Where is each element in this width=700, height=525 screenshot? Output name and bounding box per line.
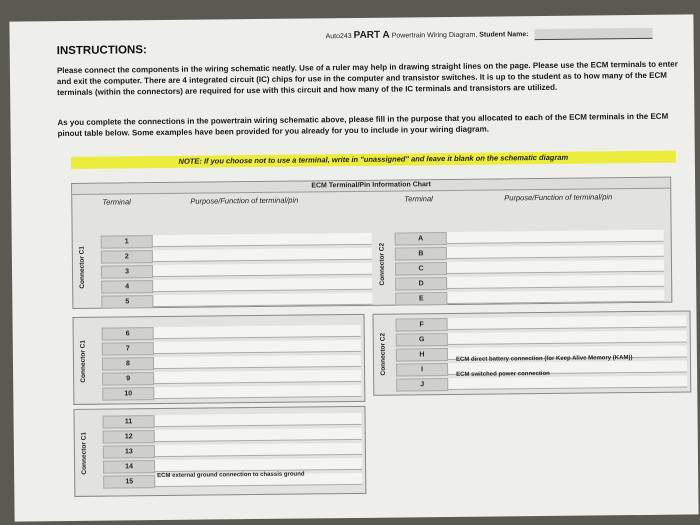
terminal-cell: 2 (101, 250, 153, 264)
terminal-cell: 15 (103, 475, 155, 489)
purpose-terminal-j: ECM switched power connection (456, 370, 550, 378)
purpose-field[interactable] (152, 263, 372, 277)
purpose-field[interactable] (447, 376, 687, 391)
terminal-cell: 7 (102, 342, 154, 356)
purpose-field[interactable] (153, 325, 361, 339)
ecm-pin-chart (71, 177, 672, 309)
purpose-field[interactable] (153, 385, 361, 399)
terminal-cell: 8 (102, 357, 154, 371)
connector-c1-label: Connector C1 (79, 339, 87, 383)
col-terminal-right: Terminal (404, 194, 433, 204)
terminal-cell: A (395, 232, 447, 246)
terminal-cell: C (395, 262, 447, 276)
purpose-field[interactable] (447, 316, 687, 331)
terminal-cell: 11 (103, 415, 155, 429)
terminal-cell: 9 (102, 372, 154, 386)
terminal-cell: 1 (101, 235, 153, 249)
purpose-field[interactable] (446, 275, 664, 289)
purpose-field[interactable] (446, 260, 664, 274)
terminal-cell: G (396, 333, 448, 347)
purpose-field[interactable] (446, 230, 664, 244)
terminal-cell: 14 (103, 460, 155, 474)
purpose-field[interactable] (154, 458, 362, 472)
purpose-field[interactable] (152, 293, 372, 307)
header-subtitle: Powertrain Wiring Diagram, (391, 31, 478, 40)
page-header (326, 27, 653, 42)
purpose-field[interactable] (152, 233, 372, 247)
connector-c1-label: Connector C1 (78, 245, 87, 289)
c2-table-2 (372, 310, 691, 395)
purpose-field[interactable] (153, 355, 361, 369)
connector-c2-label: Connector C2 (379, 332, 387, 376)
purpose-field[interactable] (152, 278, 372, 292)
student-name-field[interactable] (535, 28, 653, 40)
terminal-cell: 12 (103, 430, 155, 444)
purpose-field[interactable] (154, 443, 362, 457)
terminal-cell: I (396, 363, 448, 377)
terminal-cell: 6 (102, 327, 154, 341)
purpose-field[interactable] (154, 428, 362, 442)
instructions-title: INSTRUCTIONS: (56, 44, 147, 58)
c1-table-2 (72, 314, 365, 405)
purpose-field[interactable] (447, 331, 687, 346)
instructions-paragraph-1: Please connect the components in the wiring schematic neatly. Use of a ruler may help in drawing straight lines on the page. Please use the ECM terminals to enter and exit the computer. There are 4 integrated circuit (IC) chips for use in the computer and transistor switches. It is up to the student as to how many of the ECM terminals (within the connectors) are required for use with this circuit and how many of the IC terminals and transistors are utilized. (56, 59, 678, 98)
terminal-cell: 10 (102, 387, 154, 401)
col-purpose-right: Purpose/Function of terminal/pin (504, 192, 613, 203)
chart-title: ECM Terminal/Pin Information Chart (72, 178, 670, 195)
connector-c1-label: Connector C1 (80, 431, 88, 475)
purpose-field[interactable] (152, 248, 372, 262)
course-code: Auto243 (325, 33, 352, 41)
purpose-field[interactable] (446, 245, 664, 259)
purpose-field[interactable] (154, 413, 362, 427)
terminal-cell: 13 (103, 445, 155, 459)
worksheet-page (9, 14, 698, 521)
part-label: PART A (353, 29, 390, 41)
student-name-label: Student Name: (479, 31, 529, 39)
terminal-cell: D (395, 277, 447, 291)
c1-table-3 (73, 406, 366, 497)
connector-c2-label: Connector C2 (378, 242, 386, 286)
purpose-terminal-i: ECM direct battery connection (for Keep Alive Memory (KAM)) (455, 355, 633, 363)
terminal-cell: 4 (101, 280, 153, 294)
terminal-cell: 3 (101, 265, 153, 279)
note-banner: NOTE: If you choose not to use a terminal, write in "unassigned" and leave it blank on the schematic diagram (71, 151, 676, 169)
purpose-terminal-15: ECM external ground connection to chassis ground (157, 471, 305, 480)
instructions-paragraph-2: As you complete the connections in the powertrain wiring schematic above, please fill in the purpose that you allocated to each of the ECM terminals in the ECM pinout table below. Some examples have been provided for you already for you to include in your wiring diagram. (57, 111, 669, 139)
terminal-cell: J (396, 378, 448, 392)
terminal-cell: E (395, 292, 447, 306)
col-purpose-left: Purpose/Function of terminal/pin (190, 195, 299, 206)
terminal-cell: B (395, 247, 447, 261)
terminal-cell: 5 (101, 295, 153, 309)
terminal-cell: H (396, 348, 448, 362)
purpose-field[interactable] (153, 340, 361, 354)
col-terminal-left: Terminal (102, 197, 131, 207)
purpose-field[interactable] (446, 290, 664, 304)
purpose-field[interactable] (153, 370, 361, 384)
terminal-cell: F (396, 318, 448, 332)
